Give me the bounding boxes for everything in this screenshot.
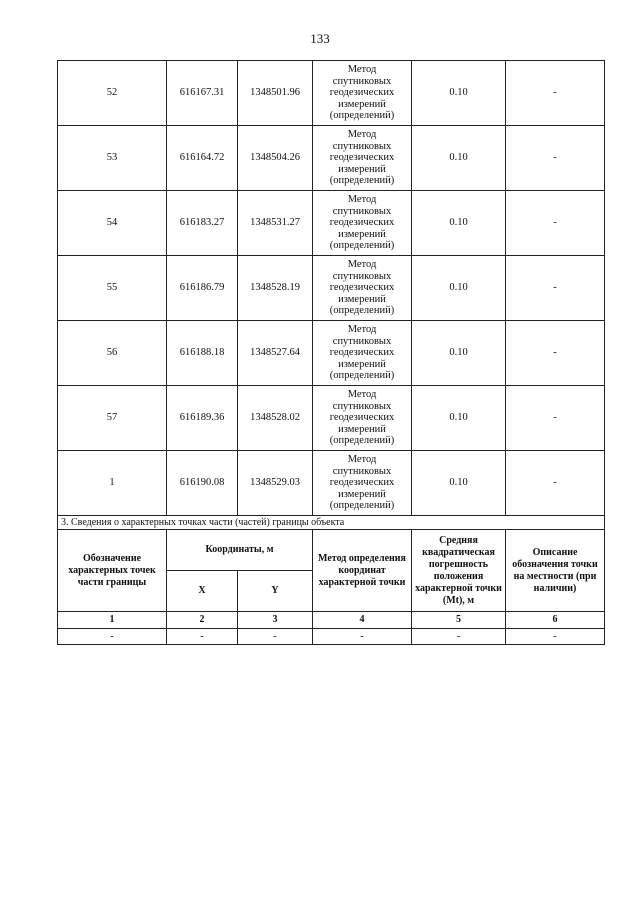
method-line: измерений [338, 163, 386, 175]
method-line: спутниковых [332, 205, 392, 217]
table-cell: - [506, 629, 605, 645]
x-cell: 616186.79 [167, 256, 238, 321]
header-method: Метод определения координат характерной точки [313, 530, 412, 612]
table-cell: - [238, 629, 313, 645]
method-line: измерений [338, 228, 386, 240]
y-cell: 1348529.03 [238, 451, 313, 516]
method-line: спутниковых [332, 75, 392, 87]
point-cell: 52 [58, 61, 167, 126]
point-cell: 1 [58, 451, 167, 516]
table-cell: - [167, 629, 238, 645]
precision-cell: 0.10 [412, 256, 506, 321]
method-line: геодезических [329, 217, 395, 229]
precision-cell: 0.10 [412, 126, 506, 191]
table-row [58, 386, 605, 451]
description-cell: - [506, 256, 605, 321]
method-line: Метод [347, 324, 377, 336]
method-line: измерений [338, 293, 386, 305]
x-cell: 616167.31 [167, 61, 238, 126]
method-line: (определений) [329, 370, 395, 382]
description-cell: - [506, 61, 605, 126]
description-cell: - [506, 451, 605, 516]
precision-cell: 0.10 [412, 386, 506, 451]
precision-cell: 0.10 [412, 61, 506, 126]
x-cell: 616190.08 [167, 451, 238, 516]
column-number: 5 [412, 612, 506, 629]
description-cell: - [506, 386, 605, 451]
column-number: 4 [313, 612, 412, 629]
method-cell [313, 126, 412, 191]
table-row [58, 126, 605, 191]
points-table [57, 60, 605, 645]
method-line: геодезических [329, 477, 395, 489]
header-coordinates: Координаты, м [167, 530, 313, 571]
empty-table-row [58, 629, 605, 645]
method-line: спутниковых [332, 335, 392, 347]
method-line: измерений [338, 358, 386, 370]
method-line: (определений) [329, 175, 395, 187]
method-line: спутниковых [332, 465, 392, 477]
column-number: 1 [58, 612, 167, 629]
method-cell [313, 256, 412, 321]
description-cell: - [506, 126, 605, 191]
method-line: геодезических [329, 282, 395, 294]
description-cell: - [506, 321, 605, 386]
method-cell [313, 191, 412, 256]
table-cell: - [58, 629, 167, 645]
method-line: (определений) [329, 110, 395, 122]
table-cell: - [412, 629, 506, 645]
method-line: спутниковых [332, 140, 392, 152]
method-line: (определений) [329, 500, 395, 512]
method-line: (определений) [329, 240, 395, 252]
precision-cell: 0.10 [412, 321, 506, 386]
y-cell: 1348504.26 [238, 126, 313, 191]
method-line: измерений [338, 423, 386, 435]
header-x: X [167, 571, 238, 612]
method-line: Метод [347, 454, 377, 466]
x-cell: 616164.72 [167, 126, 238, 191]
point-cell: 54 [58, 191, 167, 256]
y-cell: 1348528.02 [238, 386, 313, 451]
method-line: геодезических [329, 412, 395, 424]
point-cell: 53 [58, 126, 167, 191]
method-cell [313, 321, 412, 386]
table-row [58, 61, 605, 126]
y-cell: 1348531.27 [238, 191, 313, 256]
point-cell: 56 [58, 321, 167, 386]
page-number: 133 [310, 31, 330, 46]
precision-cell: 0.10 [412, 191, 506, 256]
method-line: (определений) [329, 435, 395, 447]
method-cell [313, 61, 412, 126]
method-line: геодезических [329, 347, 395, 359]
column-number: 3 [238, 612, 313, 629]
method-line: измерений [338, 488, 386, 500]
header-precision: Средняя квадратическая погрешность положения характерной точки (Mt), м [412, 530, 506, 612]
precision-cell: 0.10 [412, 451, 506, 516]
method-line: геодезических [329, 87, 395, 99]
y-cell: 1348501.96 [238, 61, 313, 126]
y-cell: 1348527.64 [238, 321, 313, 386]
point-cell: 57 [58, 386, 167, 451]
header-designation: Обозначение характерных точек части границы [58, 530, 167, 612]
table-cell: - [313, 629, 412, 645]
description-cell: - [506, 191, 605, 256]
method-line: Метод [347, 129, 377, 141]
table-row [58, 321, 605, 386]
method-line: измерений [338, 98, 386, 110]
point-cell: 55 [58, 256, 167, 321]
column-number: 2 [167, 612, 238, 629]
x-cell: 616189.36 [167, 386, 238, 451]
method-line: геодезических [329, 152, 395, 164]
y-cell: 1348528.19 [238, 256, 313, 321]
method-line: спутниковых [332, 270, 392, 282]
table-row [58, 451, 605, 516]
method-line: (определений) [329, 305, 395, 317]
table-row [58, 256, 605, 321]
section-3-title: 3. Сведения о характерных точках части (частей) границы объекта [58, 516, 605, 530]
x-cell: 616183.27 [167, 191, 238, 256]
method-line: спутниковых [332, 400, 392, 412]
header-description: Описание обозначения точки на местности (при наличии) [506, 530, 605, 612]
table-row [58, 191, 605, 256]
method-line: Метод [347, 259, 377, 271]
header-y: Y [238, 571, 313, 612]
x-cell: 616188.18 [167, 321, 238, 386]
method-cell [313, 451, 412, 516]
method-line: Метод [347, 64, 377, 76]
column-number: 6 [506, 612, 605, 629]
method-line: Метод [347, 194, 377, 206]
method-line: Метод [347, 389, 377, 401]
method-cell [313, 386, 412, 451]
